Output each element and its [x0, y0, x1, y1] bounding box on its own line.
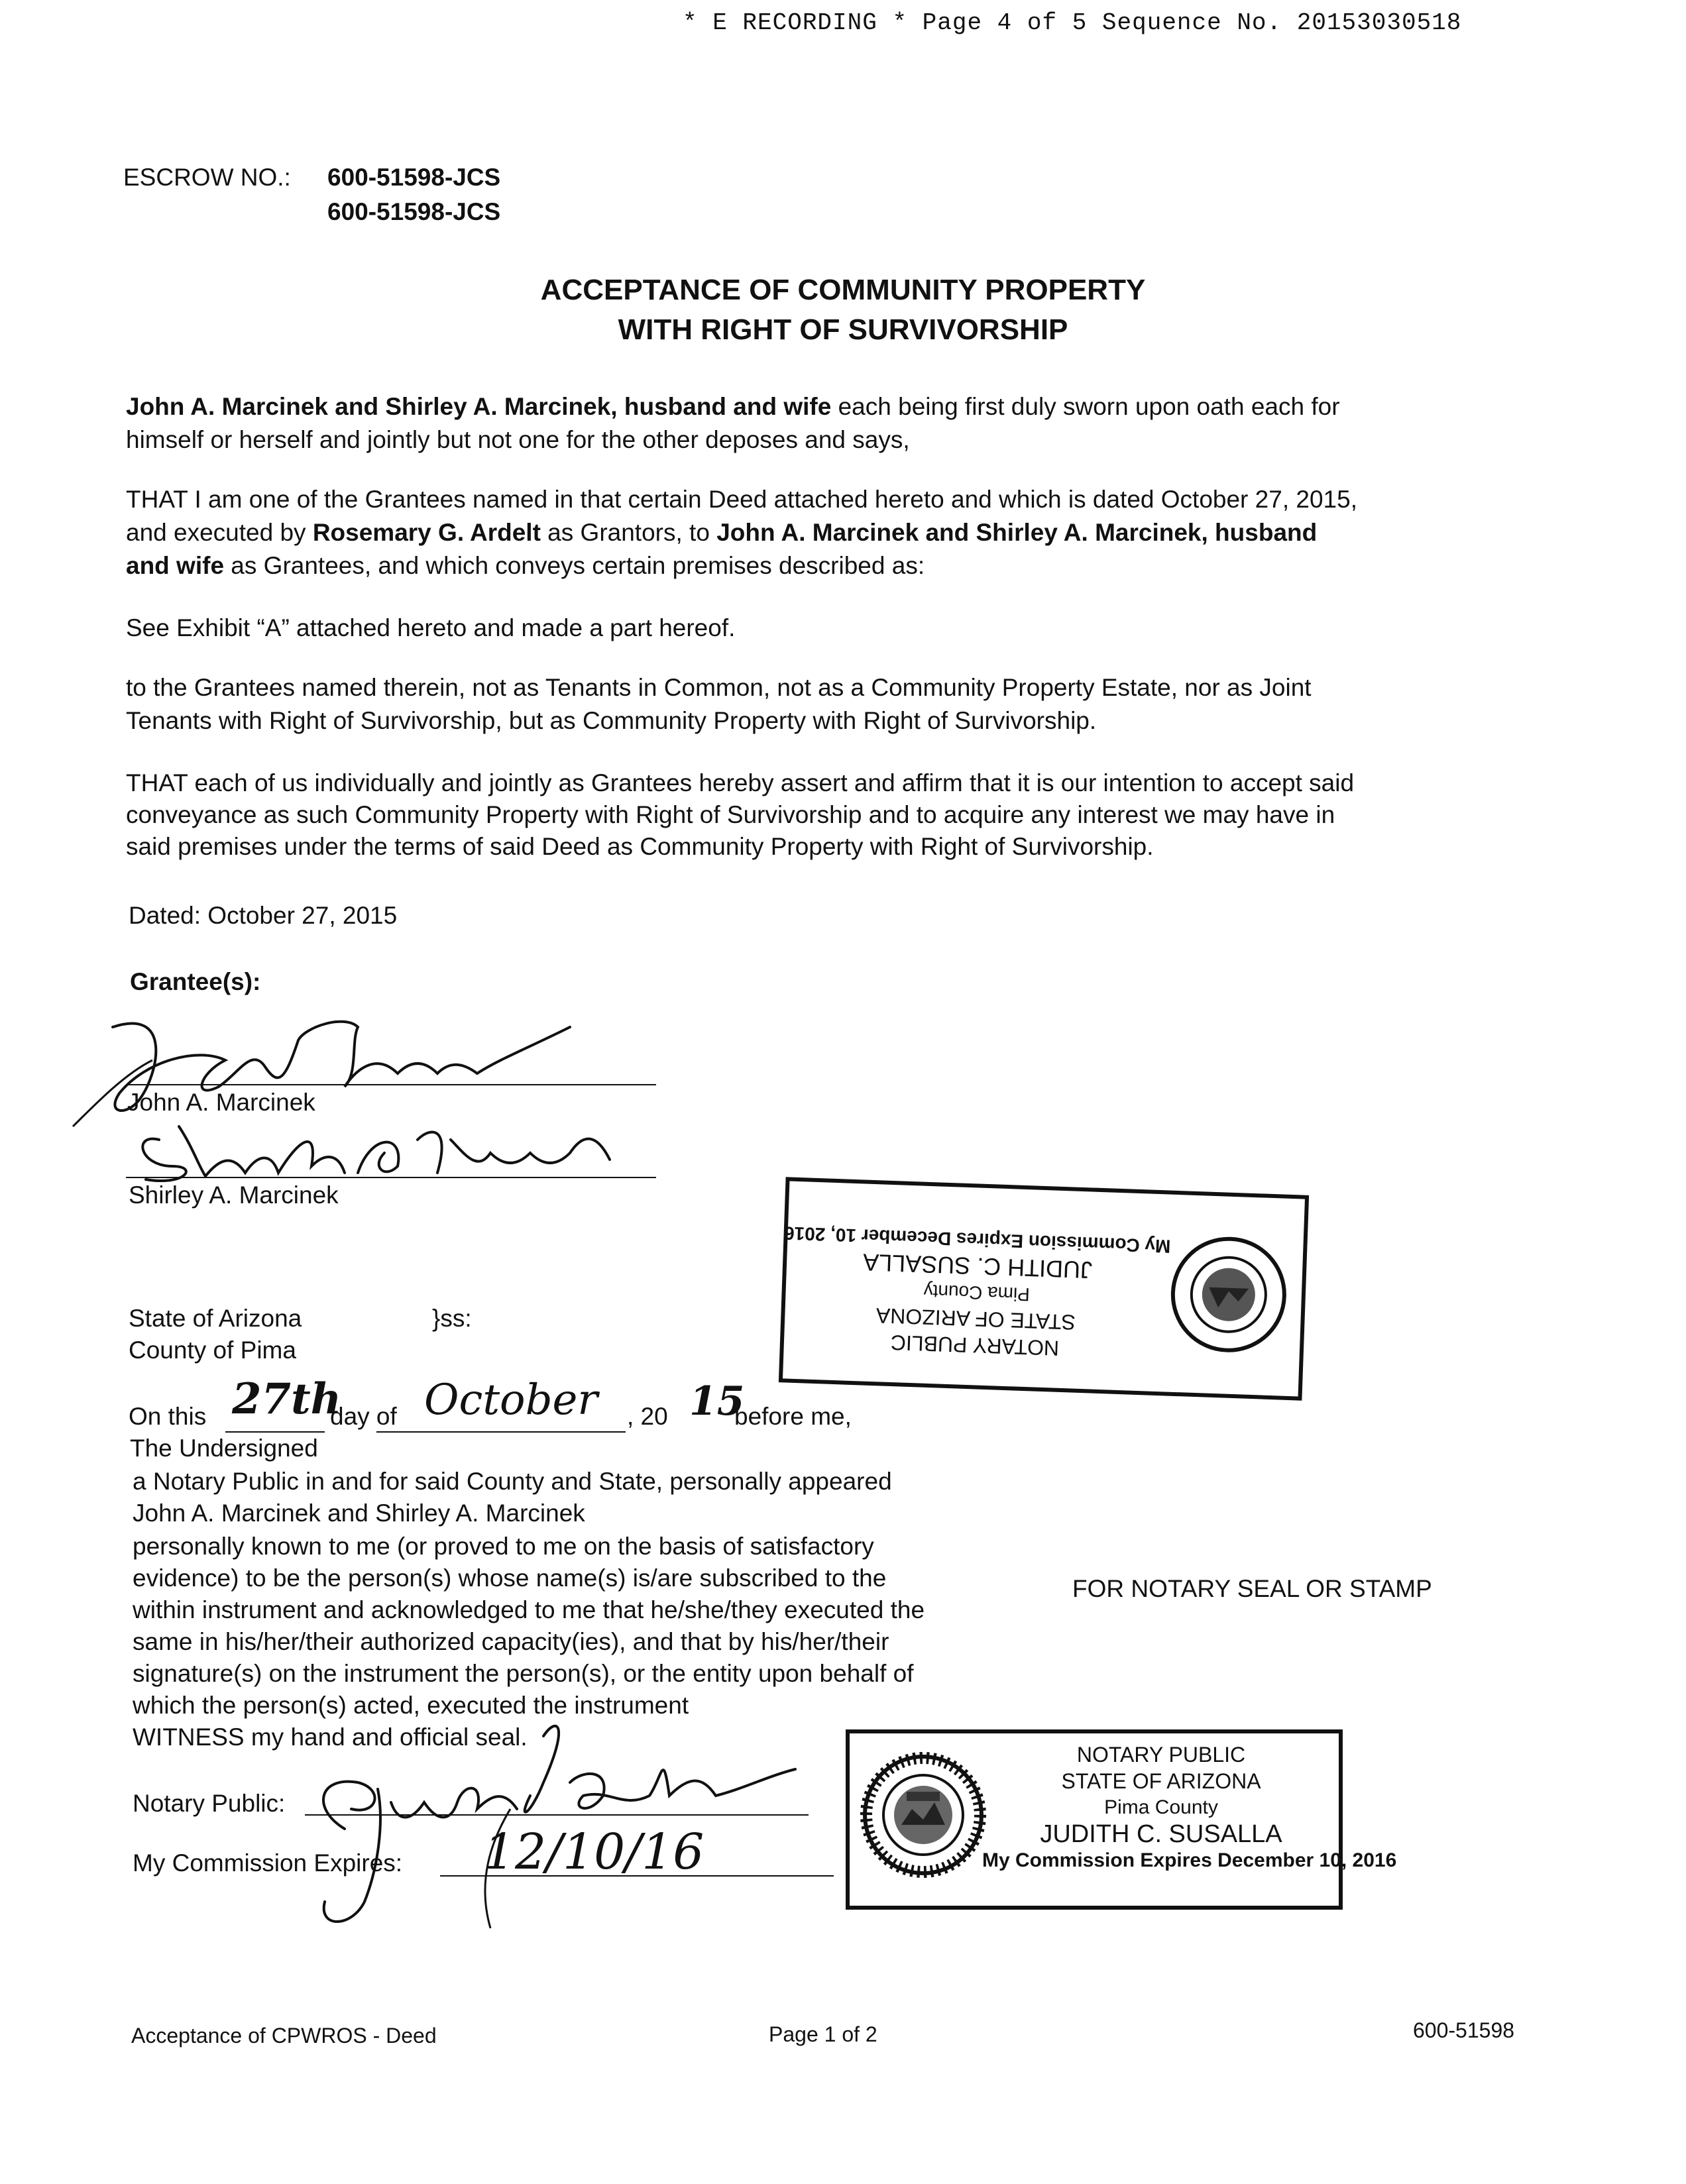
before-me-label: before me,	[734, 1403, 852, 1430]
footer-page: Page 1 of 2	[769, 2022, 877, 2046]
stamp-line-1: NOTARY PUBLIC	[1076, 1743, 1246, 1767]
ack-line-3: personally known to me (or proved to me on the basis of satisfactory	[133, 1533, 874, 1560]
day-of-label: day of	[330, 1403, 397, 1430]
month-blank	[376, 1431, 626, 1433]
document-title-line-2: WITH RIGHT OF SURVIVORSHIP	[618, 313, 1068, 346]
inverted-stamp-line-2: STATE OF ARIZONA	[875, 1303, 1076, 1335]
grantees-names-2: John A. Marcinek and Shirley A. Marcinek, husband	[716, 519, 1318, 546]
stamp-line-2: STATE OF ARIZONA	[1061, 1769, 1261, 1793]
p1-rest: each being first duly sworn upon oath each for	[831, 393, 1340, 420]
commission-label: My Commission Expires:	[133, 1849, 403, 1877]
seal-placeholder-note: FOR NOTARY SEAL OR STAMP	[1072, 1575, 1432, 1602]
grantee-name-1: John A. Marcinek	[127, 1089, 315, 1116]
ack-line-8: which the person(s) acted, executed the instrument	[133, 1692, 689, 1719]
p2-l2-a: and executed by	[126, 519, 313, 546]
venue-county: County of Pima	[129, 1337, 296, 1364]
inverted-stamp-line-4: JUDITH C. SUSALLA	[862, 1248, 1093, 1284]
paragraph-4-line-2: Tenants with Right of Survivorship, but as Community Property with Right of Survivorship.	[126, 707, 1097, 734]
paragraph-5-line-3: said premises under the terms of said Deed as Community Property with Right of Survivorship.	[126, 833, 1154, 860]
ack-line-1: a Notary Public in and for said County and State, personally appeared	[133, 1468, 892, 1495]
document-title-line-1: ACCEPTANCE OF COMMUNITY PROPERTY	[540, 274, 1146, 306]
handwritten-month: October	[424, 1376, 598, 1425]
inverted-stamp-line-5: My Commission Expires December 10, 2016	[783, 1223, 1171, 1257]
paragraph-1-line-2: himself or herself and jointly but not one for the other deposes and says,	[126, 426, 910, 453]
paragraph-5-line-2: conveyance as such Community Property with Right of Survivorship and to acquire any interest we may have in	[126, 801, 1335, 828]
notary-seal-icon-upright	[860, 1752, 986, 1878]
ack-line-5: within instrument and acknowledged to me that he/she/they executed the	[133, 1596, 925, 1623]
recording-header: * E RECORDING * Page 4 of 5 Sequence No. 20153030518	[683, 9, 1462, 36]
ack-line-2: John A. Marcinek and Shirley A. Marcinek	[133, 1500, 585, 1527]
grantees-label: Grantee(s):	[130, 968, 261, 995]
year-prefix: , 20	[627, 1403, 668, 1430]
inverted-stamp-line-1: NOTARY PUBLIC	[890, 1330, 1060, 1360]
footer-right: 600-51598	[1413, 2018, 1515, 2042]
paragraph-5-line-1: THAT each of us individually and jointly as Grantees hereby assert and affirm that it is our intention to accept said	[126, 769, 1355, 796]
grantee-name-2: Shirley A. Marcinek	[129, 1181, 339, 1209]
grantor-name: Rosemary G. Ardelt	[312, 519, 541, 546]
grantees-names-bold: John A. Marcinek and Shirley A. Marcinek, husband and wife	[126, 393, 832, 420]
stamp-line-3: Pima County	[1104, 1796, 1218, 1818]
handwritten-day: 27th	[232, 1374, 342, 1424]
notary-seal-icon	[1167, 1233, 1290, 1356]
ack-line-6: same in his/her/their authorized capacity(ies), and that by his/her/their	[133, 1628, 889, 1655]
handwritten-expiry: 12/10/16	[484, 1824, 704, 1881]
paragraph-2-line-2	[126, 517, 1317, 549]
ack-line-7: signature(s) on the instrument the person(s), or the entity upon behalf of	[133, 1660, 914, 1687]
paragraph-1-line-1	[126, 391, 1340, 423]
ack-line-9: WITNESS my hand and official seal.	[133, 1723, 528, 1751]
p2-l2-c: as Grantors, to	[540, 519, 717, 546]
paragraph-4-line-1: to the Grantees named therein, not as Tenants in Common, not as a Community Property Estate, nor as Joint	[126, 674, 1312, 701]
undersigned-label: The Undersigned	[130, 1435, 318, 1462]
inverted-stamp-line-3: Pima County	[923, 1280, 1031, 1305]
p2-l3-b: as Grantees, and which conveys certain premises described as:	[224, 552, 925, 579]
paragraph-2-line-3	[126, 550, 925, 582]
notary-stamp	[846, 1729, 1397, 1910]
dated-line: Dated: October 27, 2015	[129, 902, 398, 929]
stamp-line-4: JUDITH C. SUSALLA	[1040, 1820, 1282, 1848]
notary-signature	[292, 1710, 835, 1935]
escrow-label: ESCROW NO.:	[123, 164, 291, 191]
escrow-number-1: 600-51598-JCS	[327, 164, 501, 191]
stamp-line-5: My Commission Expires December 10, 2016	[982, 1849, 1397, 1871]
handwritten-year: 15	[689, 1378, 745, 1425]
ack-line-4: evidence) to be the person(s) whose name(s) is/are subscribed to the	[133, 1564, 887, 1592]
paragraph-2-line-1: THAT I am one of the Grantees named in that certain Deed attached hereto and which is dated October 27, 2015,	[126, 486, 1357, 513]
escrow-number-2: 600-51598-JCS	[327, 198, 501, 225]
p2-l3-a: and wife	[126, 552, 225, 579]
venue-state: State of Arizona	[129, 1305, 302, 1332]
paragraph-3: See Exhibit “A” attached hereto and made a part hereof.	[126, 614, 736, 641]
notary-public-label: Notary Public:	[133, 1790, 286, 1817]
venue-ss: }ss:	[432, 1305, 472, 1332]
on-this-label: On this	[129, 1403, 207, 1430]
notary-stamp-inverted	[779, 1177, 1309, 1400]
footer-left: Acceptance of CPWROS - Deed	[131, 2024, 437, 2048]
